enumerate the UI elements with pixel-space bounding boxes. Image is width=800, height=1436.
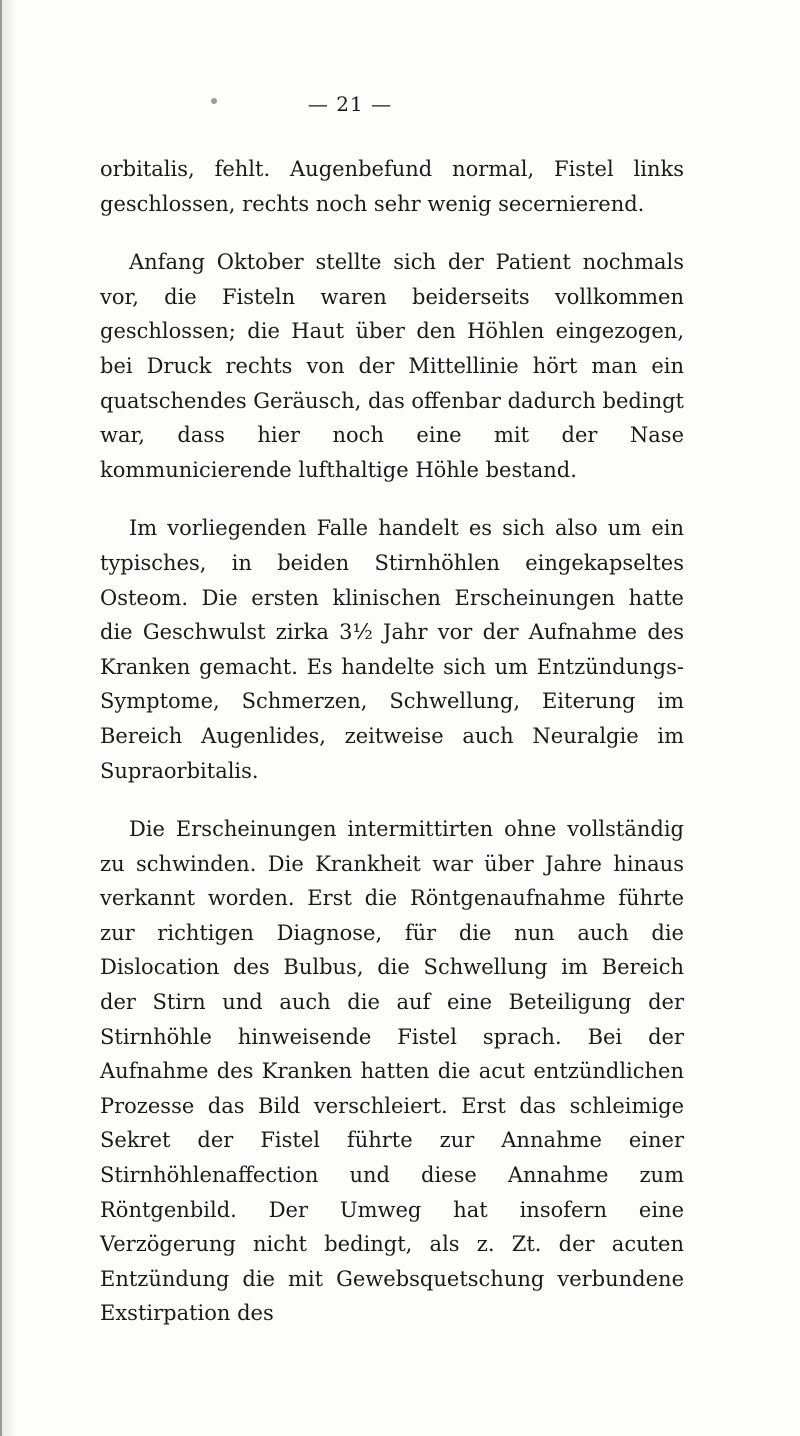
body-text [100, 152, 684, 1355]
paragraph-2: Anfang Oktober stellte sich der Patient nochmals vor, die Fisteln waren beiderseits vollkommen geschlossen; die Haut über den Höhlen eingezogen, bei Druck rechts von der Mittellinie hört man ein quatschendes Geräusch, das offenbar dadurch bedingt war, dass hier noch eine mit der Nase kommunicierende lufthaltige Höhle bestand. [100, 250, 684, 482]
paragraph-1: orbitalis, fehlt. Augenbefund normal, Fistel links geschlossen, rechts noch sehr wenig secernierend. [100, 157, 684, 216]
page-number: — 21 — [307, 92, 393, 116]
paragraph-4: Die Erscheinungen intermittirten ohne vollständig zu schwinden. Die Krankheit war über Jahre hinaus verkannt worden. Erst die Röntgenaufnahme führte zur richtigen Diagnose, für die nun auch die Dislocation des Bulbus, die Schwellung im Bereich der Stirn und auch die auf eine Beteiligung der Stirnhöhle hinweisende Fistel sprach. Bei der Aufnahme des Kranken hatten die acut entzündlichen Prozesse das Bild verschleiert. Erst das schleimige Sekret der Fistel führte zur Annahme einer Stirnhöhlenaffection und diese Annahme zum Röntgenbild. Der Umweg hat insofern eine Verzögerung nicht bedingt, als z. Zt. der acuten Entzündung die mit Gewebsquetschung verbundene Exstirpation des [100, 817, 684, 1326]
page-edge-shadow [0, 0, 16, 1436]
paragraph-3: Im vorliegenden Falle handelt es sich also um ein typisches, in beiden Stirnhöhlen eingekapseltes Osteom. Die ersten klinischen Erscheinungen hatte die Geschwulst zirka 3½ Jahr vor der Aufnahme des Kranken gemacht. Es handelte sich um Entzündungs-Symptome, Schmerzen, Schwellung, Eiterung im Bereich Augenlides, zeitweise auch Neuralgie im Supraorbitalis. [100, 516, 684, 783]
